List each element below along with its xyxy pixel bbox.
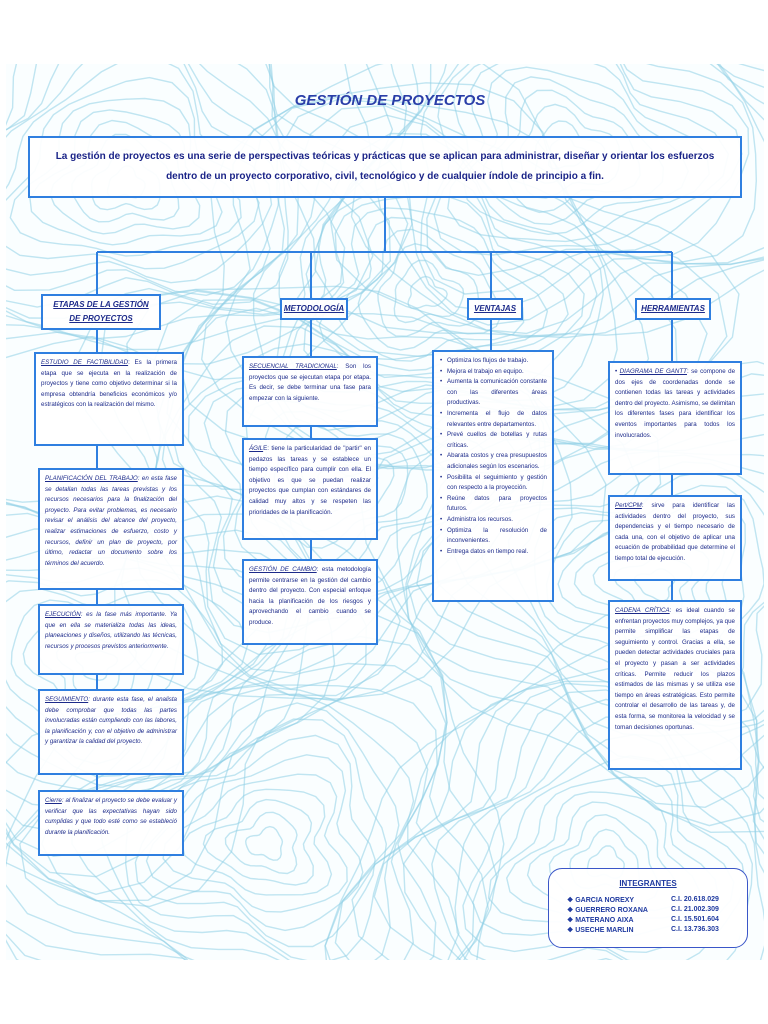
ventaja-item: • Abarata costos y crea presupuestos adicionales según los escenarios. [447, 451, 547, 472]
etapa-cierre: Cierre: al finalizar el proyecto se debe evaluar y verificar que las expectativas hayan sido cumplidas y que todo esté como se estableció durante la planificación. [38, 790, 184, 856]
integrantes-title: INTEGRANTES [619, 879, 677, 888]
ventaja-item: • Entrega datos en tiempo real. [447, 547, 547, 558]
etapa-planificacion: PLANIFICACIÓN DEL TRABAJO: en esta fase se detallan todas las tareas previstas y los recursos necesarios para la finalización del proyecto. Para evitar problemas, es necesario revisar el análisis del alcance del proyecto, realizar estimaciones de esfuerzo, costo y recursos, definir un plan de proyecto, por último, redactar un documento sobre los términos del acuerdo. [38, 468, 184, 590]
etapa-estudio-factibilidad: ESTUDIO DE FACTIBILIDAD: Es la primera etapa que se ejecuta en la realización de proyectos y tiene como objetivo determinar si la empresa obtendría beneficios económicos y/o estratégicos con la realización del mismo. [34, 352, 184, 446]
ventaja-item: • Prevé cuellos de botellas y rutas críticas. [447, 430, 547, 451]
ventaja-item: • Administra los recursos. [447, 515, 547, 526]
ventaja-item: • Reúne datos para proyectos futuros. [447, 494, 547, 515]
heading-ventajas: VENTAJAS [467, 298, 523, 320]
herramienta-cadena-critica: CADENA CRÍTICA: es ideal cuando se enfrentan proyectos muy complejos, ya que permite simplificar las etapas de seguimiento y control. Gracias a ella, se pueden detectar actividades cruciales para el proyecto y pasan a ser actividades críticas. Permite reducir los plazos estimados de las mismas y se utiliza ese tiempo en áreas estratégicas. Esto permite controlar el desarrollo de las tareas y, de esta forma, se monitorea la velocidad y se toman decisiones oportunas. [608, 600, 742, 770]
bullet: • [615, 368, 620, 375]
herramienta-gantt: • DIAGRAMA DE GANTT: se compone de dos ejes de coordenadas donde se contienen todas las tareas y actividades dentro del proyecto. Asimismo, se delimitan los diferentes fases para identificar los eventos importantes para todos los involucrados. [608, 361, 742, 475]
heading-etapas: ETAPAS DE LA GESTIÓN DE PROYECTOS [41, 294, 161, 330]
ventajas-list-box [432, 350, 554, 602]
etapa-seguimiento: SEGUIMIENTO: durante esta fase, el analista debe comprobar que todas las partes involucradas están cumpliendo con las labores, la planificación y, con el objetivo de administrar y garantizar la calidad del proyecto. [38, 689, 184, 775]
metodologia-gestion-cambio: GESTIÓN DE CAMBIO: esta metodología permite centrarse en la gestión del cambio dentro del proyecto. Con especial enfoque hacia la planificación de los riesgos y aprovechando el cambio cuando se produce. [242, 559, 378, 645]
ventaja-item: • Mejora el trabajo en equipo. [447, 367, 547, 378]
definition-box [28, 136, 742, 198]
heading-metodologia: METODOLOGÍA [280, 298, 348, 320]
ventaja-item: • Optimiza la resolución de inconvenientes. [447, 526, 547, 547]
page-title: GESTIÓN DE PROYECTOS [294, 92, 486, 109]
integrantes-box: INTEGRANTES ❖ GARCIA NOREXY C.I. 20.618.029 ❖ GUERRERO ROXANA C.I. 21.002.309 ❖ MATERANO AIXA C.I. 15.501.604 ❖ USECHE MARLIN C.I. 13.736.303 [548, 868, 748, 948]
metodologia-agil: ÁGILE: tiene la particularidad de "partir" en pedazos las tareas y se establece un tiempo específico para cumplir con ella. El objetivo es que se puedan realizar proyectos que cumplan con estándares de calidad muy altos y se respeten las prioridades de la planificación. [242, 438, 378, 540]
ventajas-list [439, 356, 547, 557]
herramienta-pert-cpm: Pert/CPM: sirve para identificar las actividades dentro del proyecto, sus dependencias y el tiempo necesario de cada una, con el objetivo de aplicar una ecuación de probabilidad que determine el tiempo total de ejecución. [608, 495, 742, 581]
ventaja-item: • Aumenta la comunicación constante con las diferentes áreas productivas. [447, 377, 547, 409]
definition-text: La gestión de proyectos es una serie de perspectivas teóricas y prácticas que se aplican para administrar, diseñar y orientar los esfuerzos dentro de un proyecto corporativo, civil, tecnológico y de cualquier índole de principio a fin. [55, 151, 715, 182]
etapa-ejecucion: EJECUCIÓN: es la fase más importante. Ya que en ella se materializa todas las ideas, planeaciones y diseños, utilizando las técnicas, recursos y procesos previstos anteriormente. [38, 604, 184, 675]
heading-herramientas: HERRAMIENTAS [635, 298, 711, 320]
metodologia-secuencial: SECUENCIAL TRADICIONAL: Son los proyectos que se ejecutan etapa por etapa. Es decir, se debe terminar una fase para empezar con la siguiente. [242, 356, 378, 427]
ventaja-item: • Incrementa el flujo de datos relevantes entre departamentos. [447, 409, 547, 430]
ventaja-item: • Posibilita el seguimiento y gestión con respecto a la proyección. [447, 473, 547, 494]
ventaja-item: • Optimiza los flujos de trabajo. [447, 356, 547, 367]
